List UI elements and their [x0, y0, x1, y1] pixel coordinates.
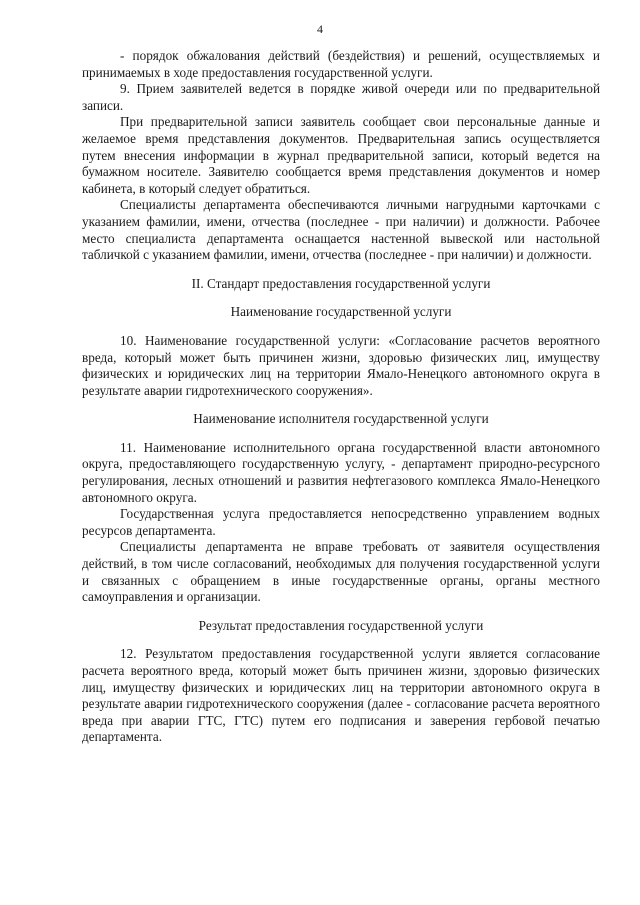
heading-result: Результат предоставления государственной услуги [198, 617, 484, 633]
heading-service-name: Наименование государственной услуги [230, 304, 452, 320]
paragraph-11-no-requirements: Специалисты департамента не вправе требовать от заявителя осуществления действий, в том числе согласований, необходимых для получения государственной услуги и связанных с обращением в иные государственные органы, органы местного самоуправления и организации. [82, 539, 600, 605]
paragraph-specialists-badges: Специалисты департамента обеспечиваются личными нагрудными карточками с указанием фамилии, имени, отчества (последнее - при наличии) и должности. Рабочее место специалиста департамента оснащается настенной вывеской или настольной табличкой с указанием фамилии, имени, отчества (последнее - при наличии) и должности. [82, 197, 600, 263]
heading-executor: Наименование исполнителя государственной услуги [193, 411, 489, 427]
document-body [82, 48, 600, 746]
paragraph-10-service-name: 10. Наименование государственной услуги: «Согласование расчетов вероятного вреда, который может быть причинен жизни, здоровью физических лиц, имуществу физических и юридических лиц на территории Ямало-Ненецкого автономного округа в результате аварии гидротехнического сооружения». [82, 332, 600, 398]
paragraph-9-reception: 9. Прием заявителей ведется в порядке живой очереди или по предварительной записи. [82, 81, 600, 113]
paragraph-appeal-procedure: - порядок обжалования действий (бездействия) и решений, осуществляемых и принимаемых в ходе предоставления государственной услуги. [82, 48, 600, 80]
section-heading-standard: II. Стандарт предоставления государственной услуги [191, 275, 491, 291]
paragraph-preliminary-record: При предварительной записи заявитель сообщает свои персональные данные и желаемое время представления документов. Предварительная запись осуществляется путем внесения информации в журнал предварительной записи, который ведется на бумажном носителе. Заявителю сообщается время представления документов и номер кабинета, в который следует обратиться. [82, 114, 600, 196]
paragraph-11-water-department: Государственная услуга предоставляется непосредственно управлением водных ресурсов департамента. [82, 506, 600, 538]
page-number: 4 [317, 22, 323, 36]
paragraph-12-result: 12. Результатом предоставления государственной услуги является согласование расчета вероятного вреда, который может быть причинен жизни, здоровью физических лиц, имуществу физических и юридических лиц на территории автономного округа в результате аварии гидротехнического сооружения (далее - согласование расчета вероятного вреда при аварии ГТС, ГТС) путем его подписания и заверения гербовой печатью департамента. [82, 646, 600, 745]
paragraph-11-executor: 11. Наименование исполнительного органа государственной власти автономного округа, предоставляющего государственную услугу, - департамент природно-ресурсного регулирования, лесных отношений и развития нефтегазового комплекса Ямало-Ненецкого автономного округа. [82, 439, 600, 505]
